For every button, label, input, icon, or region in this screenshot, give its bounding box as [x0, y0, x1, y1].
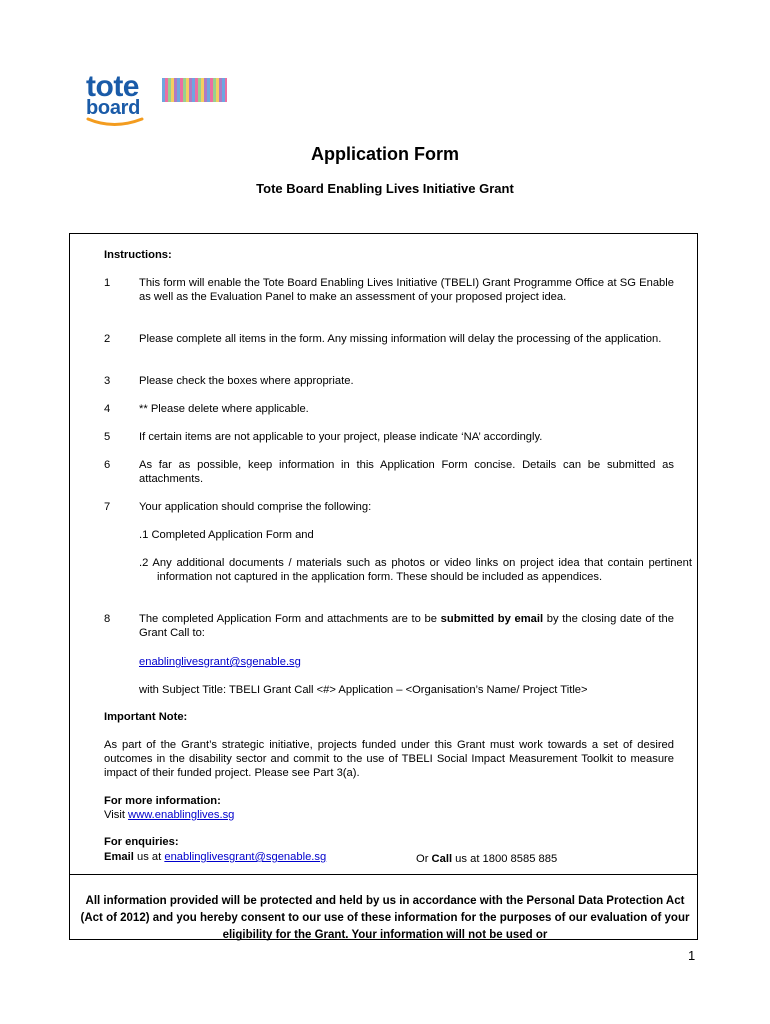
- item-text: As far as possible, keep information in this Application Form concise. Details can be submitted as attachments.: [139, 459, 674, 485]
- item-text: Please complete all items in the form. Any missing information will delay the processing of the application.: [139, 333, 662, 345]
- important-note-heading: Important Note:: [104, 711, 188, 723]
- instructions-heading: Instructions:: [104, 249, 172, 261]
- item-number: 2: [104, 333, 111, 345]
- item-text: Your application should comprise the following:: [139, 501, 372, 513]
- item-number: 1: [104, 277, 111, 289]
- item-text: ** Please delete where applicable.: [139, 403, 309, 415]
- logo-swoosh-icon: [86, 116, 146, 128]
- email-mid: us at: [133, 851, 165, 863]
- page-subtitle: Tote Board Enabling Lives Initiative Grant: [256, 181, 514, 196]
- more-info-line: [104, 808, 234, 822]
- tote-board-logo: [86, 72, 246, 132]
- enquiries-email-line: [104, 850, 326, 864]
- item8-text-bold: submitted by email: [440, 613, 544, 625]
- important-note-text: As part of the Grant’s strategic initiative, projects funded under this Grant must work towards a set of desired outcomes in the disability sector and commit to the use of TBELI Social Impact Measurement Toolkit to measure impact of their funded project. Please see Part 3(a).: [104, 739, 674, 779]
- partner-logo-mosaic: [162, 78, 227, 102]
- item-number: 6: [104, 459, 111, 471]
- page-title: Application Form: [311, 144, 459, 164]
- sub-item: .1 Completed Application Form and: [139, 529, 314, 541]
- item-number: 5: [104, 431, 111, 443]
- email-label: Email: [104, 851, 134, 863]
- or-label: Or: [416, 853, 432, 865]
- item-number: 7: [104, 501, 111, 513]
- item-number: 4: [104, 403, 111, 415]
- item8-text-before: The completed Application Form and attachments are to be: [139, 613, 441, 625]
- enquiry-email-link[interactable]: enablinglivesgrant@sgenable.sg: [164, 851, 327, 863]
- website-link[interactable]: www.enablinglives.sg: [128, 809, 235, 821]
- item-text: Please check the boxes where appropriate.: [139, 375, 354, 387]
- item-text: This form will enable the Tote Board Enabling Lives Initiative (TBELI) Grant Programme Office at SG Enable as well as the Evaluation Panel to make an assessment of your proposed project idea.: [139, 277, 674, 303]
- item-number: 8: [104, 613, 111, 625]
- call-text: us at 1800 8585 885: [452, 853, 558, 865]
- enquiries-heading: For enquiries:: [104, 836, 179, 848]
- logo-line1: tote: [86, 70, 139, 103]
- item-number: 3: [104, 375, 111, 387]
- item8-text-after: by the closing date of the Grant Call to:: [139, 613, 674, 639]
- subject-line: with Subject Title: TBELI Grant Call <#> Application – <Organisation’s Name/ Project Title>: [139, 684, 588, 696]
- data-protection-notice: All information provided will be protected and held by us in accordance with the Personal Data Protection Act (Act of 2012) and you hereby consent to our use of these information for the purposes of our evaluation of your eligibility for the Grant. Your information will not be used or: [80, 895, 690, 941]
- logo-line2: board: [86, 97, 141, 119]
- sub-item: .2 Any additional documents / materials such as photos or video links on project idea that contain pertinent information not captured in the application form. These should be included as appendices.: [139, 557, 692, 583]
- more-info-heading: For more information:: [104, 795, 221, 807]
- call-label: Call: [431, 853, 453, 865]
- item-text: [139, 612, 674, 640]
- visit-label: Visit: [104, 809, 129, 821]
- enquiries-call-line: [416, 852, 557, 866]
- page-number: 1: [688, 948, 696, 963]
- item-text: If certain items are not applicable to your project, please indicate ‘NA’ accordingly.: [139, 431, 543, 443]
- grant-email-link[interactable]: enablinglivesgrant@sgenable.sg: [139, 656, 301, 668]
